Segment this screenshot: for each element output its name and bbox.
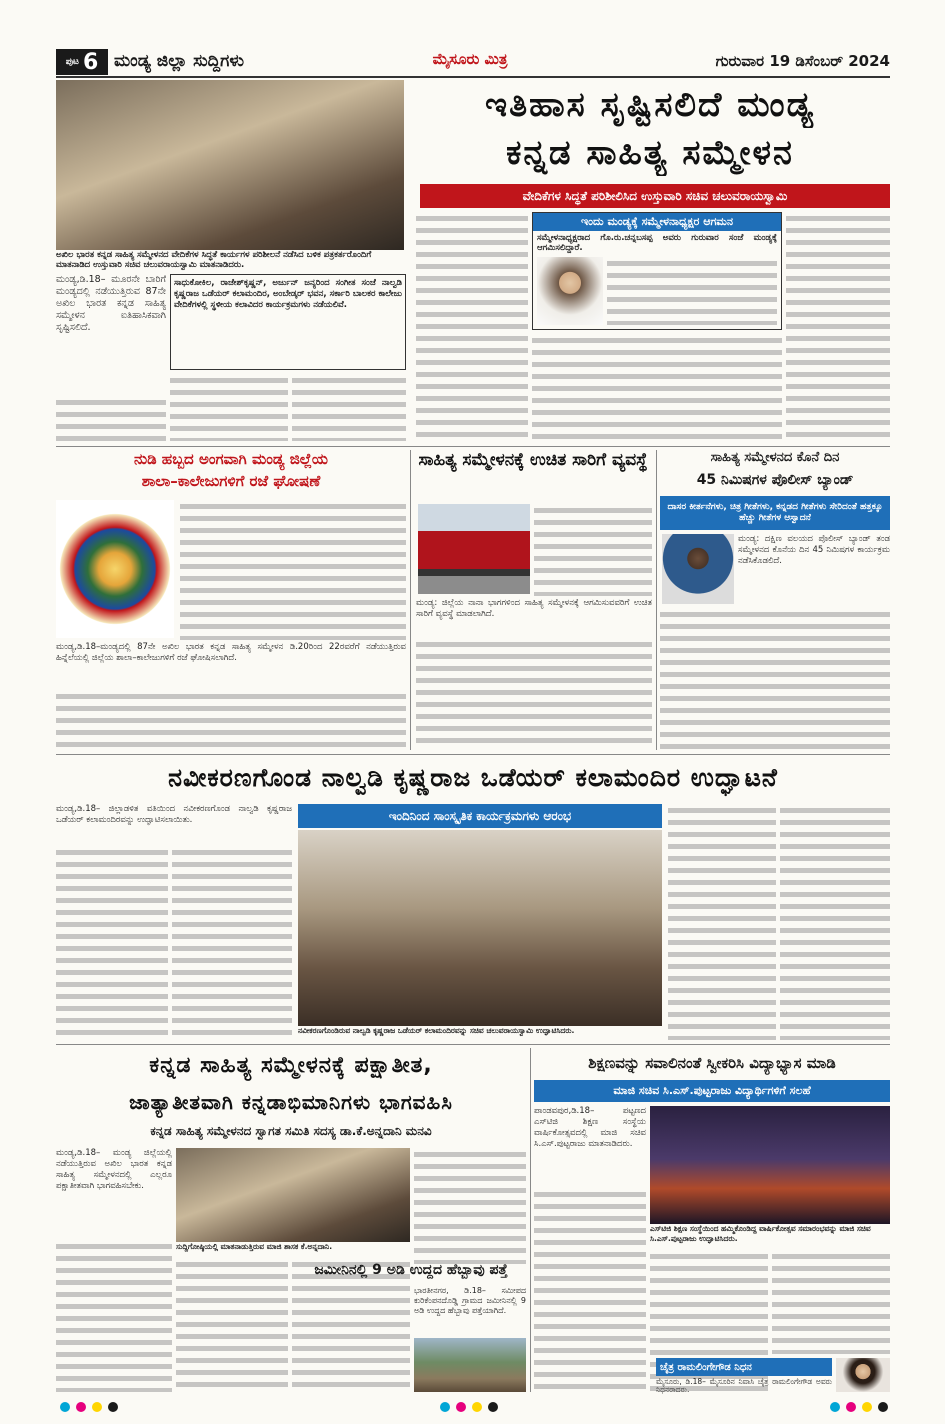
lead-headline-1: ಇತಿಹಾಸ ಸೃಷ್ಟಿಸಲಿದೆ ಮಂಡ್ಯ	[485, 85, 815, 125]
lead-body-column-3	[292, 374, 406, 441]
obituary-body: ಮೈಸೂರು, ಡಿ.18– ಮೈಸೂರಿನ ನಿವಾಸಿ ಚೈತ್ರ ರಾಮಲಿಂಗೇಗೌಡ ಅವರು ನಿಧನರಾದರು.	[656, 1378, 832, 1394]
kalamandira-body-col4	[780, 804, 890, 1040]
arrival-body	[607, 257, 777, 325]
police-body-more	[660, 608, 890, 750]
impartial-body-col2	[176, 1258, 288, 1392]
police-subhead: ದಾಸರ ಕೀರ್ತನೆಗಳು, ಚಿತ್ರ ಗೀತೆಗಳು, ಕನ್ನಡದ ಗೀತೆಗಳು ಸೇರಿದಂತೆ ಹತ್ತಕ್ಕೂ ಹೆಚ್ಚು ಗೀತೆಗಳ ಆಸ್ವಾದನೆ	[660, 496, 890, 530]
registration-marks-center	[440, 1402, 520, 1414]
holiday-body-right	[180, 500, 406, 640]
bus-body-more	[416, 638, 652, 750]
page-label: ಪುಟ	[65, 57, 79, 67]
arrival-portrait	[537, 257, 603, 325]
arrival-subtitle: ಸಮ್ಮೇಳನಾಧ್ಯಕ್ಷರಾದ ಗೊ.ರು.ಚನ್ನಬಸಪ್ಪ ಅವರು ಗುರುವಾರ ಸಂಜೆ ಮಂಡ್ಯಕ್ಕೆ ಆಗಮಿಸಲಿದ್ದಾರೆ.	[537, 233, 777, 253]
education-body-col1	[534, 1188, 646, 1392]
lead-photo-caption: ಅಖಿಲ ಭಾರತ ಕನ್ನಡ ಸಾಹಿತ್ಯ ಸಮ್ಮೇಳನದ ವೇದಿಕೆಗಳ ಸಿದ್ಧತೆ ಕಾರ್ಯಗಳ ಪರಿಶೀಲನೆ ನಡೆಸಿದ ಬಳಿಕ ಪತ್ರಕರ್ತರೊಂದಿಗೆ ಮಾತನಾಡಿದ ಉಸ್ತುವಾರಿ ಸಚಿವ ಚಲುವರಾಯಸ್ವಾಮಿ ಮಾತನಾಡಿದರು.	[56, 250, 404, 272]
lead-photo	[56, 80, 404, 250]
reg-dot-cyan	[60, 1402, 70, 1412]
arrival-box	[532, 212, 782, 330]
lead-body-column	[56, 396, 166, 441]
bus-body-right	[534, 504, 652, 596]
bus-body: ಮಂಡ್ಯ: ಜಿಲ್ಲೆಯ ನಾನಾ ಭಾಗಗಳಿಂದ ಸಾಹಿತ್ಯ ಸಮ್ಮೇಳನಕ್ಕೆ ಆಗಮಿಸುವವರಿಗೆ ಉಚಿತ ಸಾರಿಗೆ ವ್ಯವಸ್ಥೆ ಮಾಡಲಾಗಿದೆ.	[416, 598, 652, 619]
page-number-box	[56, 49, 108, 75]
registration-marks-left	[60, 1402, 140, 1414]
holiday-body-more	[56, 690, 406, 750]
education-headline: ಶಿಕ್ಷಣವನ್ನು ಸವಾಲಿನಂತೆ ಸ್ವೀಕರಿಸಿ ವಿದ್ಯಾಭ್ಯಾಸ ಮಾಡಿ	[588, 1054, 836, 1072]
reg-dot-cyan	[830, 1402, 840, 1412]
education-subhead: ಮಾಜಿ ಸಚಿವ ಸಿ.ಎಸ್.ಪುಟ್ಟರಾಜು ವಿದ್ಯಾರ್ಥಿಗಳಿಗೆ ಸಲಹೆ	[534, 1080, 890, 1102]
education-photo-caption: ಎಸ್‌ಟಿಜಿ ಶಿಕ್ಷಣ ಸಂಸ್ಥೆಯಿಂದ ಹಮ್ಮಿಕೊಂಡಿದ್ದ ವಾರ್ಷಿಕೋತ್ಸವ ಸಮಾರಂಭವನ್ನು ಮಾಜಿ ಸಚಿವ ಸಿ.ಎಸ್.ಪುಟ್ಟರಾಜು ಉದ್ಘಾಟಿಸಿದರು.	[650, 1224, 890, 1246]
obituary-title: ಚೈತ್ರ ರಾಮಲಿಂಗೇಗೌಡ ನಿಧನ	[656, 1358, 832, 1376]
holiday-body: ಮಂಡ್ಯ,ಡಿ.18–ಮಂಡ್ಯದಲ್ಲಿ 87ನೇ ಅಖಿಲ ಭಾರತ ಕನ್ನಡ ಸಾಹಿತ್ಯ ಸಮ್ಮೇಳನ ಡಿ.20ರಿಂದ 22ರವರೆಗೆ ನಡೆಯುತ್ತಿರುವ ಹಿನ್ನೆಲೆಯಲ್ಲಿ ಜಿಲ್ಲೆಯ ಶಾಲಾ–ಕಾಲೇಜುಗಳಿಗೆ ರಜೆ ಘೋಷಿಸಲಾಗಿದೆ.	[56, 642, 406, 663]
reg-dot-magenta	[456, 1402, 466, 1412]
impartial-headline-2: ಜಾತ್ಯಾತೀತವಾಗಿ ಕನ್ನಡಾಭಿಮಾನಿಗಳು ಭಾಗವಹಿಸಿ	[129, 1090, 453, 1114]
impartial-body: ಮಂಡ್ಯ,ಡಿ.18– ಮಂಡ್ಯ ಜಿಲ್ಲೆಯಲ್ಲಿ ನಡೆಯುತ್ತಿರುವ ಅಖಿಲ ಭಾರತ ಕನ್ನಡ ಸಾಹಿತ್ಯ ಸಮ್ಮೇಳನದಲ್ಲಿ ಎಲ್ಲರೂ ಪಕ್ಷಾತೀತವಾಗಿ ಭಾಗವಹಿಸಬೇಕು.	[56, 1148, 172, 1191]
impartial-body-col1	[56, 1240, 172, 1392]
lead-body-column-6	[786, 212, 890, 441]
reg-dot-magenta	[76, 1402, 86, 1412]
kalamandira-body-col2	[172, 846, 292, 1040]
kalamandira-photo-caption: ನವೀಕರಣಗೊಂಡಿರುವ ನಾಲ್ವಡಿ ಕೃಷ್ಣರಾಜ ಒಡೆಯರ್ ಕಲಾಮಂದಿರವನ್ನು ಸಚಿವ ಚಲುವರಾಯಸ್ವಾಮಿ ಉದ್ಘಾಟಿಸಿದರು.	[298, 1026, 662, 1040]
header-rule	[56, 76, 890, 78]
lead-subhead: ವೇದಿಕೆಗಳ ಸಿದ್ಧತೆ ಪರಿಶೀಲಿಸಿದ ಉಸ್ತುವಾರಿ ಸಚಿವ ಚಲುವರಾಯಸ್ವಾಮಿ	[420, 184, 890, 208]
reg-dot-cyan	[440, 1402, 450, 1412]
col-rule-2	[656, 450, 657, 750]
boxed-note: ಸಾಧುಕೋಕಿಲ, ರಾಜೇಶ್‌ಕೃಷ್ಣನ್, ಅರ್ಜುನ್ ಜನ್ಯರಿಂದ ಸಂಗೀತ ಸಂಜೆ ನಾಲ್ವಡಿ ಕೃಷ್ಣರಾಜ ಒಡೆಯರ್ ಕಲಾಮಂದಿರ, ಅಂಬೇಡ್ಕರ್ ಭವನ, ಸರ್ಕಾರಿ ಬಾಲಕರ ಕಾಲೇಜು ವೇದಿಕೆಗಳಲ್ಲಿ ಸ್ಥಳೀಯ ಕಲಾವಿದರ ಕಾರ್ಯಕ್ರಮಗಳು ನಡೆಯಲಿವೆ.	[170, 274, 406, 370]
page-number: 6	[82, 49, 99, 75]
lead-body-start: ಮಂಡ್ಯ,ಡಿ.18– ಮೂರನೇ ಬಾರಿಗೆ ಮಂಡ್ಯದಲ್ಲಿ ನಡೆಯುತ್ತಿರುವ 87ನೇ ಅಖಿಲ ಭಾರತ ಕನ್ನಡ ಸಾಹಿತ್ಯ ಸಮ್ಮೇಳನ ಐತಿಹಾಸಿಕವಾಗಿ ಸೃಷ್ಟಿಸಲಿದೆ.	[56, 274, 166, 333]
lead-headline-2: ಕನ್ನಡ ಸಾಹಿತ್ಯ ಸಮ್ಮೇಳನ	[506, 133, 794, 173]
impartial-body-col4	[414, 1148, 526, 1264]
issue-date: ಗುರುವಾರ 19 ಡಿಸೆಂಬರ್ 2024	[715, 52, 890, 70]
reg-dot-yellow	[92, 1402, 102, 1412]
section-title: ಮಂಡ್ಯ ಜಿಲ್ಲಾ ಸುದ್ದಿಗಳು	[114, 51, 244, 71]
police-headline-2: 45 ನಿಮಿಷಗಳ ಪೊಲೀಸ್ ಬ್ಯಾಂಡ್	[696, 472, 854, 488]
reg-dot-magenta	[846, 1402, 856, 1412]
bus-photo	[418, 504, 530, 594]
holiday-headline-1: ನುಡಿ ಹಬ್ಬದ ಅಂಗವಾಗಿ ಮಂಡ್ಯ ಜಿಲ್ಲೆಯ	[134, 450, 328, 468]
impartial-headline-1: ಕನ್ನಡ ಸಾಹಿತ್ಯ ಸಮ್ಮೇಳನಕ್ಕೆ ಪಕ್ಷಾತೀತ,	[149, 1053, 433, 1078]
reg-dot-black	[878, 1402, 888, 1412]
kalamandira-body: ಮಂಡ್ಯ,ಡಿ.18– ಜಿಲ್ಲಾಡಳಿತ ವತಿಯಿಂದ ನವೀಕರಣಗೊಂಡ ನಾಲ್ವಡಿ ಕೃಷ್ಣರಾಜ ಒಡೆಯರ್ ಕಲಾಮಂದಿರವನ್ನು ಉದ್ಘಾಟಿಸಲಾಯಿತು.	[56, 804, 292, 825]
impartial-subhead: ಕನ್ನಡ ಸಾಹಿತ್ಯ ಸಮ್ಮೇಳನದ ಸ್ವಾಗತ ಸಮಿತಿ ಸದಸ್ಯ ಡಾ.ಕೆ.ಅನ್ನದಾನಿ ಮನವಿ	[150, 1124, 432, 1138]
land-headline: ಜಮೀನಿನಲ್ಲಿ 9 ಅಡಿ ಉದ್ದದ ಹೆಬ್ಬಾವು ಪತ್ತೆ	[314, 1262, 508, 1278]
holiday-headline-2: ಶಾಲಾ–ಕಾಲೇಜುಗಳಿಗೆ ರಜೆ ಘೋಷಣೆ	[141, 472, 321, 490]
kalamandira-body-col1	[56, 846, 168, 1040]
education-body-col3	[772, 1250, 890, 1354]
arrival-title: ಇಂದು ಮಂಡ್ಯಕ್ಕೆ ಸಮ್ಮೇಳನಾಧ್ಯಕ್ಷರ ಆಗಮನ	[533, 213, 781, 231]
land-body: ಭಾರತೀನಗರ, ಡಿ.18– ಸಮೀಪದ ಕುರಿಕೆಂಪನದೊಡ್ಡಿ ಗ್ರಾಮದ ಜಮೀನಿನಲ್ಲಿ 9 ಅಡಿ ಉದ್ದದ ಹೆಬ್ಬಾವು ಪತ್ತೆಯಾಗಿದೆ.	[414, 1286, 526, 1315]
rule-lead	[56, 446, 890, 447]
lead-body-column-4	[416, 212, 528, 441]
kalamandira-body-col3	[668, 804, 776, 1040]
education-photo	[650, 1106, 890, 1224]
lead-body-column-2	[170, 374, 288, 441]
impartial-photo-caption: ಸುದ್ದಿಗೋಷ್ಠಿಯಲ್ಲಿ ಮಾತನಾಡುತ್ತಿರುವ ಮಾಜಿ ಶಾಸಕ ಕೆ.ಅನ್ನದಾನಿ.	[176, 1242, 410, 1256]
kalamandira-headline: ನವೀಕರಣಗೊಂಡ ನಾಲ್ವಡಿ ಕೃಷ್ಣರಾಜ ಒಡೆಯರ್ ಕಲಾಮಂದಿರ ಉದ್ಘಾಟನೆ	[168, 763, 778, 792]
sammelana-emblem	[56, 500, 174, 638]
obituary-portrait	[836, 1358, 890, 1392]
paper-name: ಮೈಸೂರು ಮಿತ್ರ	[432, 50, 508, 68]
education-body: ಪಾಂಡವಪುರ,ಡಿ.18– ಪಟ್ಟಣದ ಎಸ್‌ಟಿಜಿ ಶಿಕ್ಷಣ ಸಂಸ್ಥೆಯ ವಾರ್ಷಿಕೋತ್ಸವದಲ್ಲಿ ಮಾಜಿ ಸಚಿವ ಸಿ.ಎಸ್.ಪುಟ್ಟರಾಜು ಮಾತನಾಡಿದರು.	[534, 1106, 646, 1149]
reg-dot-black	[488, 1402, 498, 1412]
rule-kalamandira-bottom	[56, 1044, 890, 1045]
rule-kalamandira-top	[56, 754, 890, 755]
police-body: ಮಂಡ್ಯ: ದಕ್ಷಿಣ ವಲಯದ ಪೊಲೀಸ್ ಬ್ಯಾಂಡ್ ತಂಡ ಸಮ್ಮೇಳನದ ಕೊನೆಯ ದಿನ 45 ನಿಮಿಷಗಳ ಕಾರ್ಯಕ್ರಮ ನಡೆಸಿಕೊಡಲಿದೆ.	[738, 534, 890, 566]
col-rule-3	[530, 1048, 531, 1392]
registration-marks-right	[830, 1402, 910, 1414]
reg-dot-yellow	[862, 1402, 872, 1412]
reg-dot-yellow	[472, 1402, 482, 1412]
bus-headline: ಸಾಹಿತ್ಯ ಸಮ್ಮೇಳನಕ್ಕೆ ಉಚಿತ ಸಾರಿಗೆ ವ್ಯವಸ್ಥೆ	[418, 450, 648, 470]
police-photo	[662, 534, 734, 604]
col-rule-1	[410, 450, 411, 750]
police-headline-1: ಸಾಹಿತ್ಯ ಸಮ್ಮೇಳನದ ಕೊನೆ ದಿನ	[710, 450, 840, 465]
kalamandira-subhead: ಇಂದಿನಿಂದ ಸಾಂಸ್ಕೃತಿಕ ಕಾರ್ಯಕ್ರಮಗಳು ಆರಂಭ	[298, 804, 662, 828]
land-photo	[414, 1338, 526, 1392]
lead-body-column-5	[532, 334, 782, 441]
reg-dot-black	[108, 1402, 118, 1412]
impartial-photo	[176, 1148, 410, 1242]
kalamandira-photo	[298, 830, 662, 1026]
